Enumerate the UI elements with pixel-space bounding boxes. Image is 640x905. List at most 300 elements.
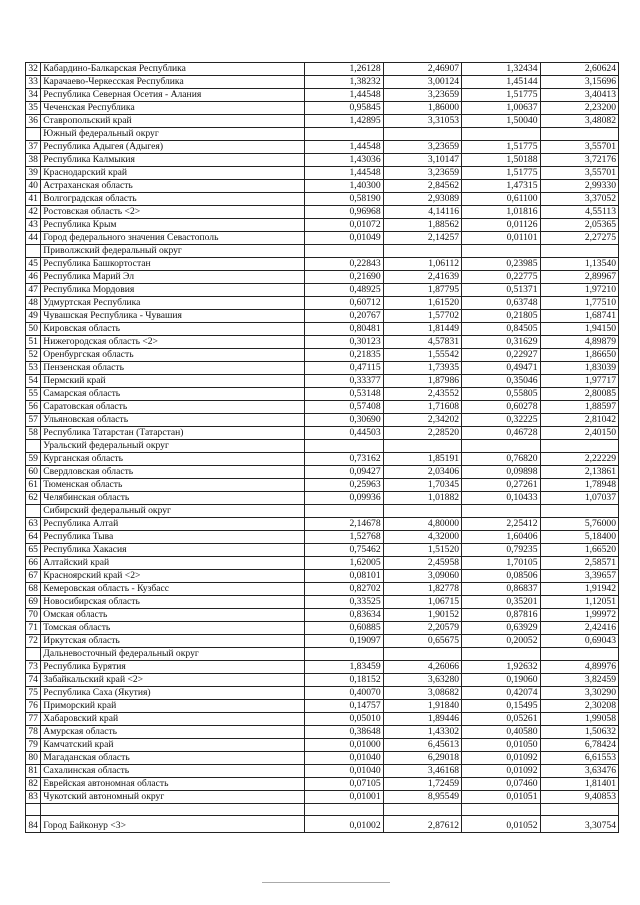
row-number: 44 bbox=[26, 232, 41, 245]
value-col4: 2,60624 bbox=[540, 63, 618, 76]
value-col1: 1,44548 bbox=[305, 141, 383, 154]
row-number: 58 bbox=[26, 427, 41, 440]
value-col1: 0,14757 bbox=[305, 700, 383, 713]
region-name: Алтайский край bbox=[41, 557, 305, 570]
value-col1: 0,01001 bbox=[305, 791, 383, 804]
value-col1: 0,08101 bbox=[305, 570, 383, 583]
row-number: 43 bbox=[26, 219, 41, 232]
value-col3: 0,87816 bbox=[462, 609, 540, 622]
row-number: 57 bbox=[26, 414, 41, 427]
row-number: 38 bbox=[26, 154, 41, 167]
table-row bbox=[26, 167, 619, 180]
value-col4: 3,55701 bbox=[540, 141, 618, 154]
value-col2: 2,03406 bbox=[383, 466, 461, 479]
value-col1: 0,01002 bbox=[305, 816, 383, 833]
value-col3: 0,40580 bbox=[462, 726, 540, 739]
value-col2: 2,93089 bbox=[383, 193, 461, 206]
row-number: 34 bbox=[26, 89, 41, 102]
table-row bbox=[26, 414, 619, 427]
region-name: Чувашская Республика - Чувашия bbox=[41, 310, 305, 323]
table-row bbox=[26, 816, 619, 833]
region-name bbox=[41, 804, 305, 816]
row-number bbox=[26, 440, 41, 453]
value-col4: 3,82459 bbox=[540, 674, 618, 687]
table-row bbox=[26, 765, 619, 778]
region-name: Республика Татарстан (Татарстан) bbox=[41, 427, 305, 440]
table-row bbox=[26, 141, 619, 154]
table-row bbox=[26, 713, 619, 726]
value-col2: 1,91840 bbox=[383, 700, 461, 713]
row-number: 61 bbox=[26, 479, 41, 492]
value-cell bbox=[305, 804, 383, 816]
table-row bbox=[26, 154, 619, 167]
value-col3: 0,15495 bbox=[462, 700, 540, 713]
value-col2: 1,06112 bbox=[383, 258, 461, 271]
value-col2: 2,34202 bbox=[383, 414, 461, 427]
region-name: Республика Саха (Якутия) bbox=[41, 687, 305, 700]
value-col2: 3,09060 bbox=[383, 570, 461, 583]
value-col4: 4,55113 bbox=[540, 206, 618, 219]
district-header-row bbox=[26, 505, 619, 518]
value-col3: 0,01050 bbox=[462, 739, 540, 752]
table-row bbox=[26, 622, 619, 635]
row-number: 59 bbox=[26, 453, 41, 466]
value-col2: 6,29018 bbox=[383, 752, 461, 765]
value-col2: 2,28520 bbox=[383, 427, 461, 440]
value-col1: 0,09936 bbox=[305, 492, 383, 505]
district-name: Сибирский федеральный округ bbox=[41, 505, 305, 518]
value-col3: 0,08506 bbox=[462, 570, 540, 583]
value-col4: 2,58571 bbox=[540, 557, 618, 570]
value-cell bbox=[462, 128, 540, 141]
region-name: Пензенская область bbox=[41, 362, 305, 375]
value-col2: 1,55542 bbox=[383, 349, 461, 362]
value-col2: 3,00124 bbox=[383, 76, 461, 89]
row-number: 52 bbox=[26, 349, 41, 362]
value-col1: 1,83459 bbox=[305, 661, 383, 674]
table-row bbox=[26, 531, 619, 544]
table-row bbox=[26, 219, 619, 232]
region-name: Тюменская область bbox=[41, 479, 305, 492]
table-row bbox=[26, 609, 619, 622]
value-col3: 0,01101 bbox=[462, 232, 540, 245]
value-cell bbox=[462, 804, 540, 816]
table-row bbox=[26, 323, 619, 336]
region-name: Город Байконур <3> bbox=[41, 816, 305, 833]
row-number: 81 bbox=[26, 765, 41, 778]
value-col2: 1,01882 bbox=[383, 492, 461, 505]
row-number: 67 bbox=[26, 570, 41, 583]
value-col3: 0,86837 bbox=[462, 583, 540, 596]
value-col3: 0,76820 bbox=[462, 453, 540, 466]
table-row bbox=[26, 674, 619, 687]
page-bottom-rule bbox=[262, 882, 390, 883]
value-col4: 1,99058 bbox=[540, 713, 618, 726]
value-col1: 0,20767 bbox=[305, 310, 383, 323]
value-col2: 1,89446 bbox=[383, 713, 461, 726]
row-number: 54 bbox=[26, 375, 41, 388]
value-cell bbox=[462, 505, 540, 518]
region-name: Челябинская область bbox=[41, 492, 305, 505]
value-col3: 0,61100 bbox=[462, 193, 540, 206]
row-number: 49 bbox=[26, 310, 41, 323]
region-name: Еврейская автономная область bbox=[41, 778, 305, 791]
value-col3: 0,32225 bbox=[462, 414, 540, 427]
table-row bbox=[26, 700, 619, 713]
row-number: 53 bbox=[26, 362, 41, 375]
value-col4: 1,78948 bbox=[540, 479, 618, 492]
value-col2: 1,70345 bbox=[383, 479, 461, 492]
region-name: Чукотский автономный округ bbox=[41, 791, 305, 804]
row-number: 80 bbox=[26, 752, 41, 765]
value-col4: 1,13540 bbox=[540, 258, 618, 271]
value-col4: 2,42416 bbox=[540, 622, 618, 635]
region-name: Самарская область bbox=[41, 388, 305, 401]
region-name: Хабаровский край bbox=[41, 713, 305, 726]
value-col4: 1,81401 bbox=[540, 778, 618, 791]
value-col3: 0,01092 bbox=[462, 752, 540, 765]
value-col3: 1,47315 bbox=[462, 180, 540, 193]
value-col4: 1,07037 bbox=[540, 492, 618, 505]
value-col3: 0,09898 bbox=[462, 466, 540, 479]
value-col4: 2,30208 bbox=[540, 700, 618, 713]
region-name: Курганская область bbox=[41, 453, 305, 466]
value-col4: 1,68741 bbox=[540, 310, 618, 323]
value-col4: 3,37052 bbox=[540, 193, 618, 206]
region-name: Ульяновская область bbox=[41, 414, 305, 427]
value-col1: 0,25963 bbox=[305, 479, 383, 492]
value-col3: 1,50040 bbox=[462, 115, 540, 128]
value-col4: 2,99330 bbox=[540, 180, 618, 193]
value-col3: 0,10433 bbox=[462, 492, 540, 505]
value-col3: 0,60278 bbox=[462, 401, 540, 414]
row-number: 51 bbox=[26, 336, 41, 349]
value-col4: 1,86650 bbox=[540, 349, 618, 362]
value-cell bbox=[305, 648, 383, 661]
district-header-row bbox=[26, 128, 619, 141]
value-col2: 1,87986 bbox=[383, 375, 461, 388]
value-col4: 1,97717 bbox=[540, 375, 618, 388]
value-col2: 3,46168 bbox=[383, 765, 461, 778]
value-col1: 0,30123 bbox=[305, 336, 383, 349]
region-name: Нижегородская область <2> bbox=[41, 336, 305, 349]
value-col4: 3,63476 bbox=[540, 765, 618, 778]
value-col1: 1,62005 bbox=[305, 557, 383, 570]
value-col3: 0,31629 bbox=[462, 336, 540, 349]
value-cell bbox=[462, 245, 540, 258]
region-name: Карачаево-Черкесская Республика bbox=[41, 76, 305, 89]
value-col2: 1,90152 bbox=[383, 609, 461, 622]
value-col4: 6,61553 bbox=[540, 752, 618, 765]
value-col3: 1,60406 bbox=[462, 531, 540, 544]
value-col3: 0,63748 bbox=[462, 297, 540, 310]
table-row bbox=[26, 349, 619, 362]
value-col4: 1,83039 bbox=[540, 362, 618, 375]
table-row bbox=[26, 570, 619, 583]
row-number: 82 bbox=[26, 778, 41, 791]
value-col2: 3,23659 bbox=[383, 89, 461, 102]
table-row bbox=[26, 375, 619, 388]
table-row bbox=[26, 206, 619, 219]
district-header-row bbox=[26, 440, 619, 453]
table-row bbox=[26, 63, 619, 76]
value-col4: 1,91942 bbox=[540, 583, 618, 596]
value-col4: 2,40150 bbox=[540, 427, 618, 440]
row-number bbox=[26, 505, 41, 518]
region-name: Магаданская область bbox=[41, 752, 305, 765]
value-col3: 0,01052 bbox=[462, 816, 540, 833]
value-col2: 1,06715 bbox=[383, 596, 461, 609]
value-col1: 0,33525 bbox=[305, 596, 383, 609]
value-col2: 3,10147 bbox=[383, 154, 461, 167]
value-col4: 4,89976 bbox=[540, 661, 618, 674]
table-row bbox=[26, 193, 619, 206]
table-row bbox=[26, 76, 619, 89]
value-col3: 1,01816 bbox=[462, 206, 540, 219]
value-col3: 0,20052 bbox=[462, 635, 540, 648]
row-number bbox=[26, 804, 41, 816]
value-col1: 0,21835 bbox=[305, 349, 383, 362]
value-col2: 2,87612 bbox=[383, 816, 461, 833]
row-number: 62 bbox=[26, 492, 41, 505]
value-col2: 4,14116 bbox=[383, 206, 461, 219]
district-header-row bbox=[26, 245, 619, 258]
value-cell bbox=[540, 440, 618, 453]
table-row bbox=[26, 518, 619, 531]
table-row bbox=[26, 739, 619, 752]
row-number bbox=[26, 648, 41, 661]
value-col2: 1,85191 bbox=[383, 453, 461, 466]
value-col1: 0,21690 bbox=[305, 271, 383, 284]
region-name: Республика Башкортостан bbox=[41, 258, 305, 271]
value-col3: 1,51775 bbox=[462, 141, 540, 154]
value-col4: 1,94150 bbox=[540, 323, 618, 336]
coefficients-table bbox=[25, 62, 619, 833]
value-cell bbox=[383, 648, 461, 661]
table-row bbox=[26, 401, 619, 414]
value-col1: 0,83634 bbox=[305, 609, 383, 622]
value-col4: 2,81042 bbox=[540, 414, 618, 427]
table-row bbox=[26, 427, 619, 440]
row-number: 76 bbox=[26, 700, 41, 713]
value-col2: 2,43552 bbox=[383, 388, 461, 401]
district-name: Дальневосточный федеральный округ bbox=[41, 648, 305, 661]
value-col2: 1,81449 bbox=[383, 323, 461, 336]
row-number: 68 bbox=[26, 583, 41, 596]
value-col3: 0,22775 bbox=[462, 271, 540, 284]
value-col1: 0,18152 bbox=[305, 674, 383, 687]
value-col4: 3,48082 bbox=[540, 115, 618, 128]
value-col1: 1,26128 bbox=[305, 63, 383, 76]
region-name: Город федерального значения Севастополь bbox=[41, 232, 305, 245]
region-name: Республика Адыгея (Адыгея) bbox=[41, 141, 305, 154]
value-cell bbox=[305, 440, 383, 453]
district-header-row bbox=[26, 648, 619, 661]
value-col1: 0,09427 bbox=[305, 466, 383, 479]
value-col2: 3,08682 bbox=[383, 687, 461, 700]
value-col2: 1,72459 bbox=[383, 778, 461, 791]
region-name: Омская область bbox=[41, 609, 305, 622]
table-row bbox=[26, 687, 619, 700]
value-col1: 0,96968 bbox=[305, 206, 383, 219]
value-col4: 3,15696 bbox=[540, 76, 618, 89]
value-col2: 4,32000 bbox=[383, 531, 461, 544]
value-col2: 1,51520 bbox=[383, 544, 461, 557]
value-cell bbox=[540, 648, 618, 661]
value-col4: 2,05365 bbox=[540, 219, 618, 232]
row-number: 66 bbox=[26, 557, 41, 570]
value-col1: 0,01040 bbox=[305, 765, 383, 778]
region-name: Новосибирская область bbox=[41, 596, 305, 609]
value-col1: 0,60712 bbox=[305, 297, 383, 310]
value-cell bbox=[383, 128, 461, 141]
region-name: Забайкальский край <2> bbox=[41, 674, 305, 687]
table-row bbox=[26, 271, 619, 284]
table-row bbox=[26, 557, 619, 570]
value-col1: 0,01040 bbox=[305, 752, 383, 765]
value-col4: 6,78424 bbox=[540, 739, 618, 752]
value-cell bbox=[383, 245, 461, 258]
table-row bbox=[26, 752, 619, 765]
value-col3: 0,49471 bbox=[462, 362, 540, 375]
value-cell bbox=[540, 505, 618, 518]
table-row bbox=[26, 362, 619, 375]
region-name: Ставропольский край bbox=[41, 115, 305, 128]
row-number bbox=[26, 245, 41, 258]
value-col2: 1,88562 bbox=[383, 219, 461, 232]
table-row bbox=[26, 726, 619, 739]
value-col1: 1,42895 bbox=[305, 115, 383, 128]
row-number: 46 bbox=[26, 271, 41, 284]
value-col3: 0,42074 bbox=[462, 687, 540, 700]
value-col3: 0,63929 bbox=[462, 622, 540, 635]
value-col4: 3,30754 bbox=[540, 816, 618, 833]
value-col1: 1,38232 bbox=[305, 76, 383, 89]
region-name: Удмуртская Республика bbox=[41, 297, 305, 310]
value-col1: 1,52768 bbox=[305, 531, 383, 544]
row-number: 45 bbox=[26, 258, 41, 271]
value-col4: 3,40413 bbox=[540, 89, 618, 102]
value-col2: 2,84562 bbox=[383, 180, 461, 193]
value-cell bbox=[540, 128, 618, 141]
value-col2: 2,46907 bbox=[383, 63, 461, 76]
value-col1: 0,47115 bbox=[305, 362, 383, 375]
value-col3: 0,55805 bbox=[462, 388, 540, 401]
value-col2: 1,71608 bbox=[383, 401, 461, 414]
row-number: 42 bbox=[26, 206, 41, 219]
table-row bbox=[26, 596, 619, 609]
value-col2: 6,45613 bbox=[383, 739, 461, 752]
value-col2: 2,14257 bbox=[383, 232, 461, 245]
region-name: Республика Алтай bbox=[41, 518, 305, 531]
region-name: Волгоградская область bbox=[41, 193, 305, 206]
region-name: Республика Мордовия bbox=[41, 284, 305, 297]
value-col4: 1,66520 bbox=[540, 544, 618, 557]
row-number: 73 bbox=[26, 661, 41, 674]
row-number: 56 bbox=[26, 401, 41, 414]
value-cell bbox=[383, 505, 461, 518]
region-name: Чеченская Республика bbox=[41, 102, 305, 115]
value-col4: 1,77510 bbox=[540, 297, 618, 310]
table-row bbox=[26, 284, 619, 297]
value-col3: 1,45144 bbox=[462, 76, 540, 89]
value-col3: 1,92632 bbox=[462, 661, 540, 674]
value-col1: 0,44503 bbox=[305, 427, 383, 440]
row-number: 69 bbox=[26, 596, 41, 609]
row-number: 79 bbox=[26, 739, 41, 752]
value-cell bbox=[540, 804, 618, 816]
value-cell bbox=[462, 648, 540, 661]
value-col4: 1,88597 bbox=[540, 401, 618, 414]
table-row bbox=[26, 115, 619, 128]
value-col1: 0,01000 bbox=[305, 739, 383, 752]
value-col4: 1,97210 bbox=[540, 284, 618, 297]
value-cell bbox=[305, 245, 383, 258]
value-col4: 9,40853 bbox=[540, 791, 618, 804]
region-name: Кировская область bbox=[41, 323, 305, 336]
value-col4: 3,30290 bbox=[540, 687, 618, 700]
value-col1: 0,73162 bbox=[305, 453, 383, 466]
row-number: 32 bbox=[26, 63, 41, 76]
value-col4: 4,89879 bbox=[540, 336, 618, 349]
value-col2: 1,86000 bbox=[383, 102, 461, 115]
table-row bbox=[26, 310, 619, 323]
value-col3: 1,51775 bbox=[462, 167, 540, 180]
value-col1: 0,01072 bbox=[305, 219, 383, 232]
value-col4: 3,39657 bbox=[540, 570, 618, 583]
value-col1: 0,95845 bbox=[305, 102, 383, 115]
value-col4: 2,27275 bbox=[540, 232, 618, 245]
value-col2: 2,45958 bbox=[383, 557, 461, 570]
value-col3: 0,23985 bbox=[462, 258, 540, 271]
region-name: Республика Марий Эл bbox=[41, 271, 305, 284]
value-col2: 8,95549 bbox=[383, 791, 461, 804]
table-row bbox=[26, 297, 619, 310]
table-row bbox=[26, 388, 619, 401]
value-col1: 0,58190 bbox=[305, 193, 383, 206]
table-row bbox=[26, 661, 619, 674]
value-col4: 2,80085 bbox=[540, 388, 618, 401]
value-col1: 1,44548 bbox=[305, 89, 383, 102]
table-row bbox=[26, 89, 619, 102]
value-col2: 3,31053 bbox=[383, 115, 461, 128]
value-col3: 0,01092 bbox=[462, 765, 540, 778]
value-col3: 0,79235 bbox=[462, 544, 540, 557]
district-name: Южный федеральный округ bbox=[41, 128, 305, 141]
value-col2: 1,43302 bbox=[383, 726, 461, 739]
value-col2: 3,23659 bbox=[383, 141, 461, 154]
table-row bbox=[26, 635, 619, 648]
value-col1: 0,53148 bbox=[305, 388, 383, 401]
row-number: 33 bbox=[26, 76, 41, 89]
district-name: Уральский федеральный округ bbox=[41, 440, 305, 453]
region-name: Томская область bbox=[41, 622, 305, 635]
value-col3: 0,22927 bbox=[462, 349, 540, 362]
value-col1: 0,48925 bbox=[305, 284, 383, 297]
region-name: Республика Северная Осетия - Алания bbox=[41, 89, 305, 102]
value-col2: 3,63280 bbox=[383, 674, 461, 687]
value-col3: 0,35201 bbox=[462, 596, 540, 609]
value-col2: 3,23659 bbox=[383, 167, 461, 180]
table-row bbox=[26, 258, 619, 271]
value-col3: 0,84505 bbox=[462, 323, 540, 336]
row-number: 35 bbox=[26, 102, 41, 115]
value-col3: 0,05261 bbox=[462, 713, 540, 726]
region-name: Красноярский край <2> bbox=[41, 570, 305, 583]
value-col3: 0,01051 bbox=[462, 791, 540, 804]
value-col3: 1,00637 bbox=[462, 102, 540, 115]
region-name: Астраханская область bbox=[41, 180, 305, 193]
